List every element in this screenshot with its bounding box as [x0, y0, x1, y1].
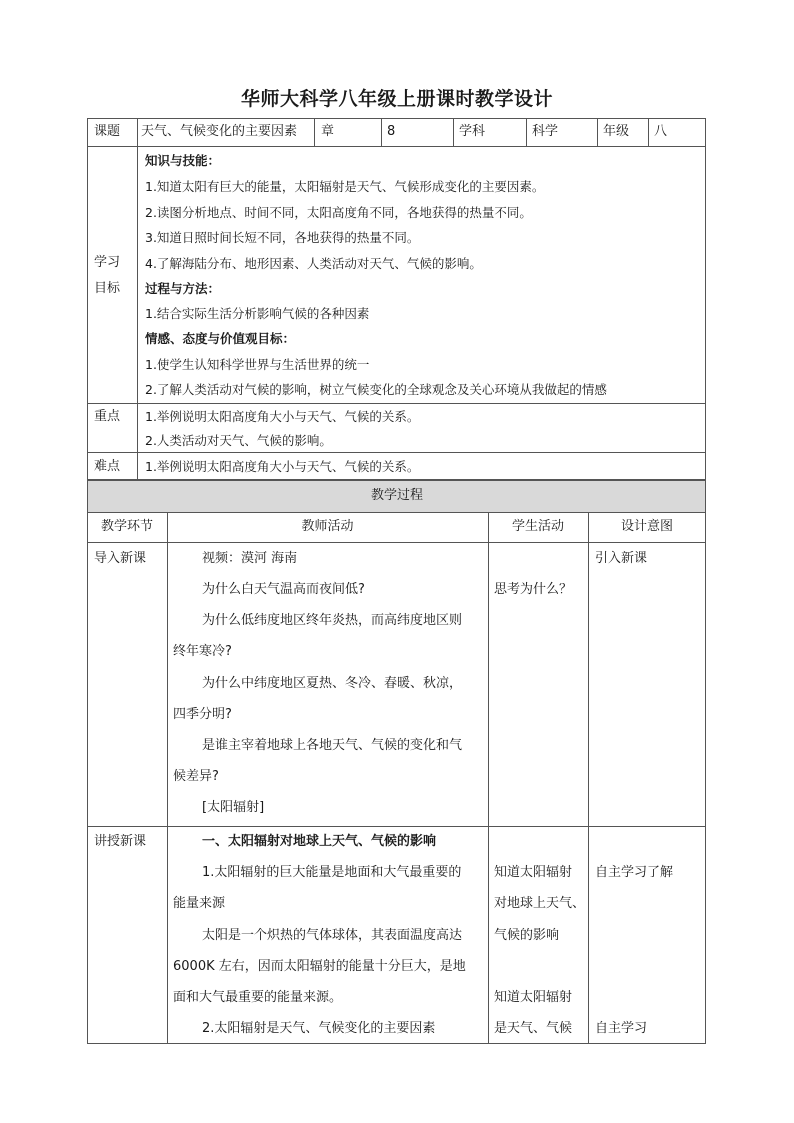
- chapter-label: 章: [321, 124, 335, 139]
- divider: [648, 118, 649, 146]
- objective-line: 知识与技能：: [145, 153, 221, 168]
- objective-line: 1.结合实际生活分析影响气候的各种因素: [145, 306, 370, 321]
- teacher-line: 为什么低纬度地区终年炎热，而高纬度地区则: [202, 613, 463, 628]
- intent-line: 引入新课: [595, 551, 648, 566]
- objective-line: 3.知道日照时间长短不同，各地获得的热量不同。: [145, 230, 420, 245]
- divider: [488, 512, 489, 1044]
- divider: [314, 118, 315, 146]
- stage-label: 导入新课: [94, 551, 147, 566]
- divider: [453, 118, 454, 146]
- objective-line: 4.了解海陆分布、地形因素、人类活动对天气、气候的影响。: [145, 256, 482, 271]
- divider: [87, 146, 706, 147]
- column-header: 设计意图: [620, 519, 673, 534]
- objective-line: 2.读图分析地点、时间不同，太阳高度角不同，各地获得的热量不同。: [145, 205, 532, 220]
- student-line: 气候的影响: [494, 928, 560, 943]
- divider: [87, 452, 706, 453]
- teacher-line: 2.太阳辐射是天气、气候变化的主要因素: [202, 1021, 436, 1036]
- divider: [597, 118, 598, 146]
- divider: [137, 118, 138, 480]
- divider: [87, 826, 706, 827]
- column-header: 教学环节: [100, 519, 153, 534]
- student-line: 对地球上天气、: [494, 896, 586, 911]
- page-title: 华师大科学八年级上册课时教学设计: [240, 88, 553, 110]
- topic-label: 课题: [94, 124, 121, 139]
- objectives-label: 目标: [94, 281, 121, 296]
- student-line: 是天气、气候: [494, 1021, 573, 1036]
- teacher-line: 6000K 左右，因而太阳辐射的能量十分巨大，是地: [173, 959, 466, 974]
- key-point-line: 1.举例说明太阳高度角大小与天气、气候的关系。: [145, 409, 420, 424]
- objective-line: 过程与方法：: [145, 281, 221, 296]
- student-line: 知道太阳辐射: [494, 865, 573, 880]
- divider: [381, 118, 382, 146]
- intent-line: 自主学习了解: [595, 865, 674, 880]
- teacher-line: 是谁主宰着地球上各地天气、气候的变化和气: [202, 738, 463, 753]
- divider: [87, 542, 706, 543]
- key-points-label: 重点: [94, 409, 121, 424]
- stage-label: 讲授新课: [94, 834, 147, 849]
- column-header: 学生活动: [511, 519, 564, 534]
- objective-line: 情感、态度与价值观目标：: [145, 331, 296, 346]
- teacher-line: 一、太阳辐射对地球上天气、气候的影响: [202, 834, 437, 849]
- divider: [87, 512, 706, 513]
- key-point-line: 2.人类活动对天气、气候的影响。: [145, 433, 332, 448]
- teacher-line: 终年寒冷?: [173, 644, 232, 659]
- objective-line: 1.知道太阳有巨大的能量，太阳辐射是天气、气候形成变化的主要因素。: [145, 179, 545, 194]
- grade-label: 年级: [603, 124, 630, 139]
- teacher-line: 1.太阳辐射的巨大能量是地面和大气最重要的: [202, 865, 462, 880]
- teacher-line: 视频：漠河 海南: [202, 551, 298, 566]
- divider: [526, 118, 527, 146]
- difficulties-label: 难点: [94, 459, 121, 474]
- difficulty-line: 1.举例说明太阳高度角大小与天气、气候的关系。: [145, 459, 420, 474]
- grade-value: 八: [654, 124, 668, 139]
- subject-value: 科学: [532, 124, 559, 139]
- divider: [87, 403, 706, 404]
- teacher-line: 四季分明?: [173, 707, 232, 722]
- teacher-line: 能量来源: [173, 896, 226, 911]
- chapter-value: 8: [387, 124, 396, 139]
- teacher-line: 为什么白天气温高而夜间低?: [202, 582, 365, 597]
- student-line: 知道太阳辐射: [494, 990, 573, 1005]
- teacher-line: [太阳辐射]: [202, 800, 265, 815]
- process-title: 教学过程: [370, 488, 423, 503]
- teacher-line: 太阳是一个炽热的气体球体，其表面温度高达: [202, 928, 463, 943]
- objectives-label: 学习: [94, 255, 121, 270]
- divider: [588, 512, 589, 1044]
- info-table: [87, 118, 706, 480]
- objective-line: 1.使学生认知科学世界与生活世界的统一: [145, 357, 370, 372]
- teacher-line: 面和大气最重要的能量来源。: [173, 990, 343, 1005]
- intent-line: 自主学习: [595, 1021, 648, 1036]
- teacher-line: 候差异?: [173, 769, 219, 784]
- topic-value: 天气、气候变化的主要因素: [141, 124, 298, 139]
- objective-line: 2.了解人类活动对气候的影响，树立气候变化的全球观念及关心环境从我做起的情感: [145, 382, 607, 397]
- column-header: 教师活动: [301, 519, 354, 534]
- divider: [167, 512, 168, 1044]
- teacher-line: 为什么中纬度地区夏热、冬冷、春暖、秋凉，: [202, 676, 463, 691]
- student-line: 思考为什么？: [494, 582, 573, 597]
- subject-label: 学科: [459, 124, 486, 139]
